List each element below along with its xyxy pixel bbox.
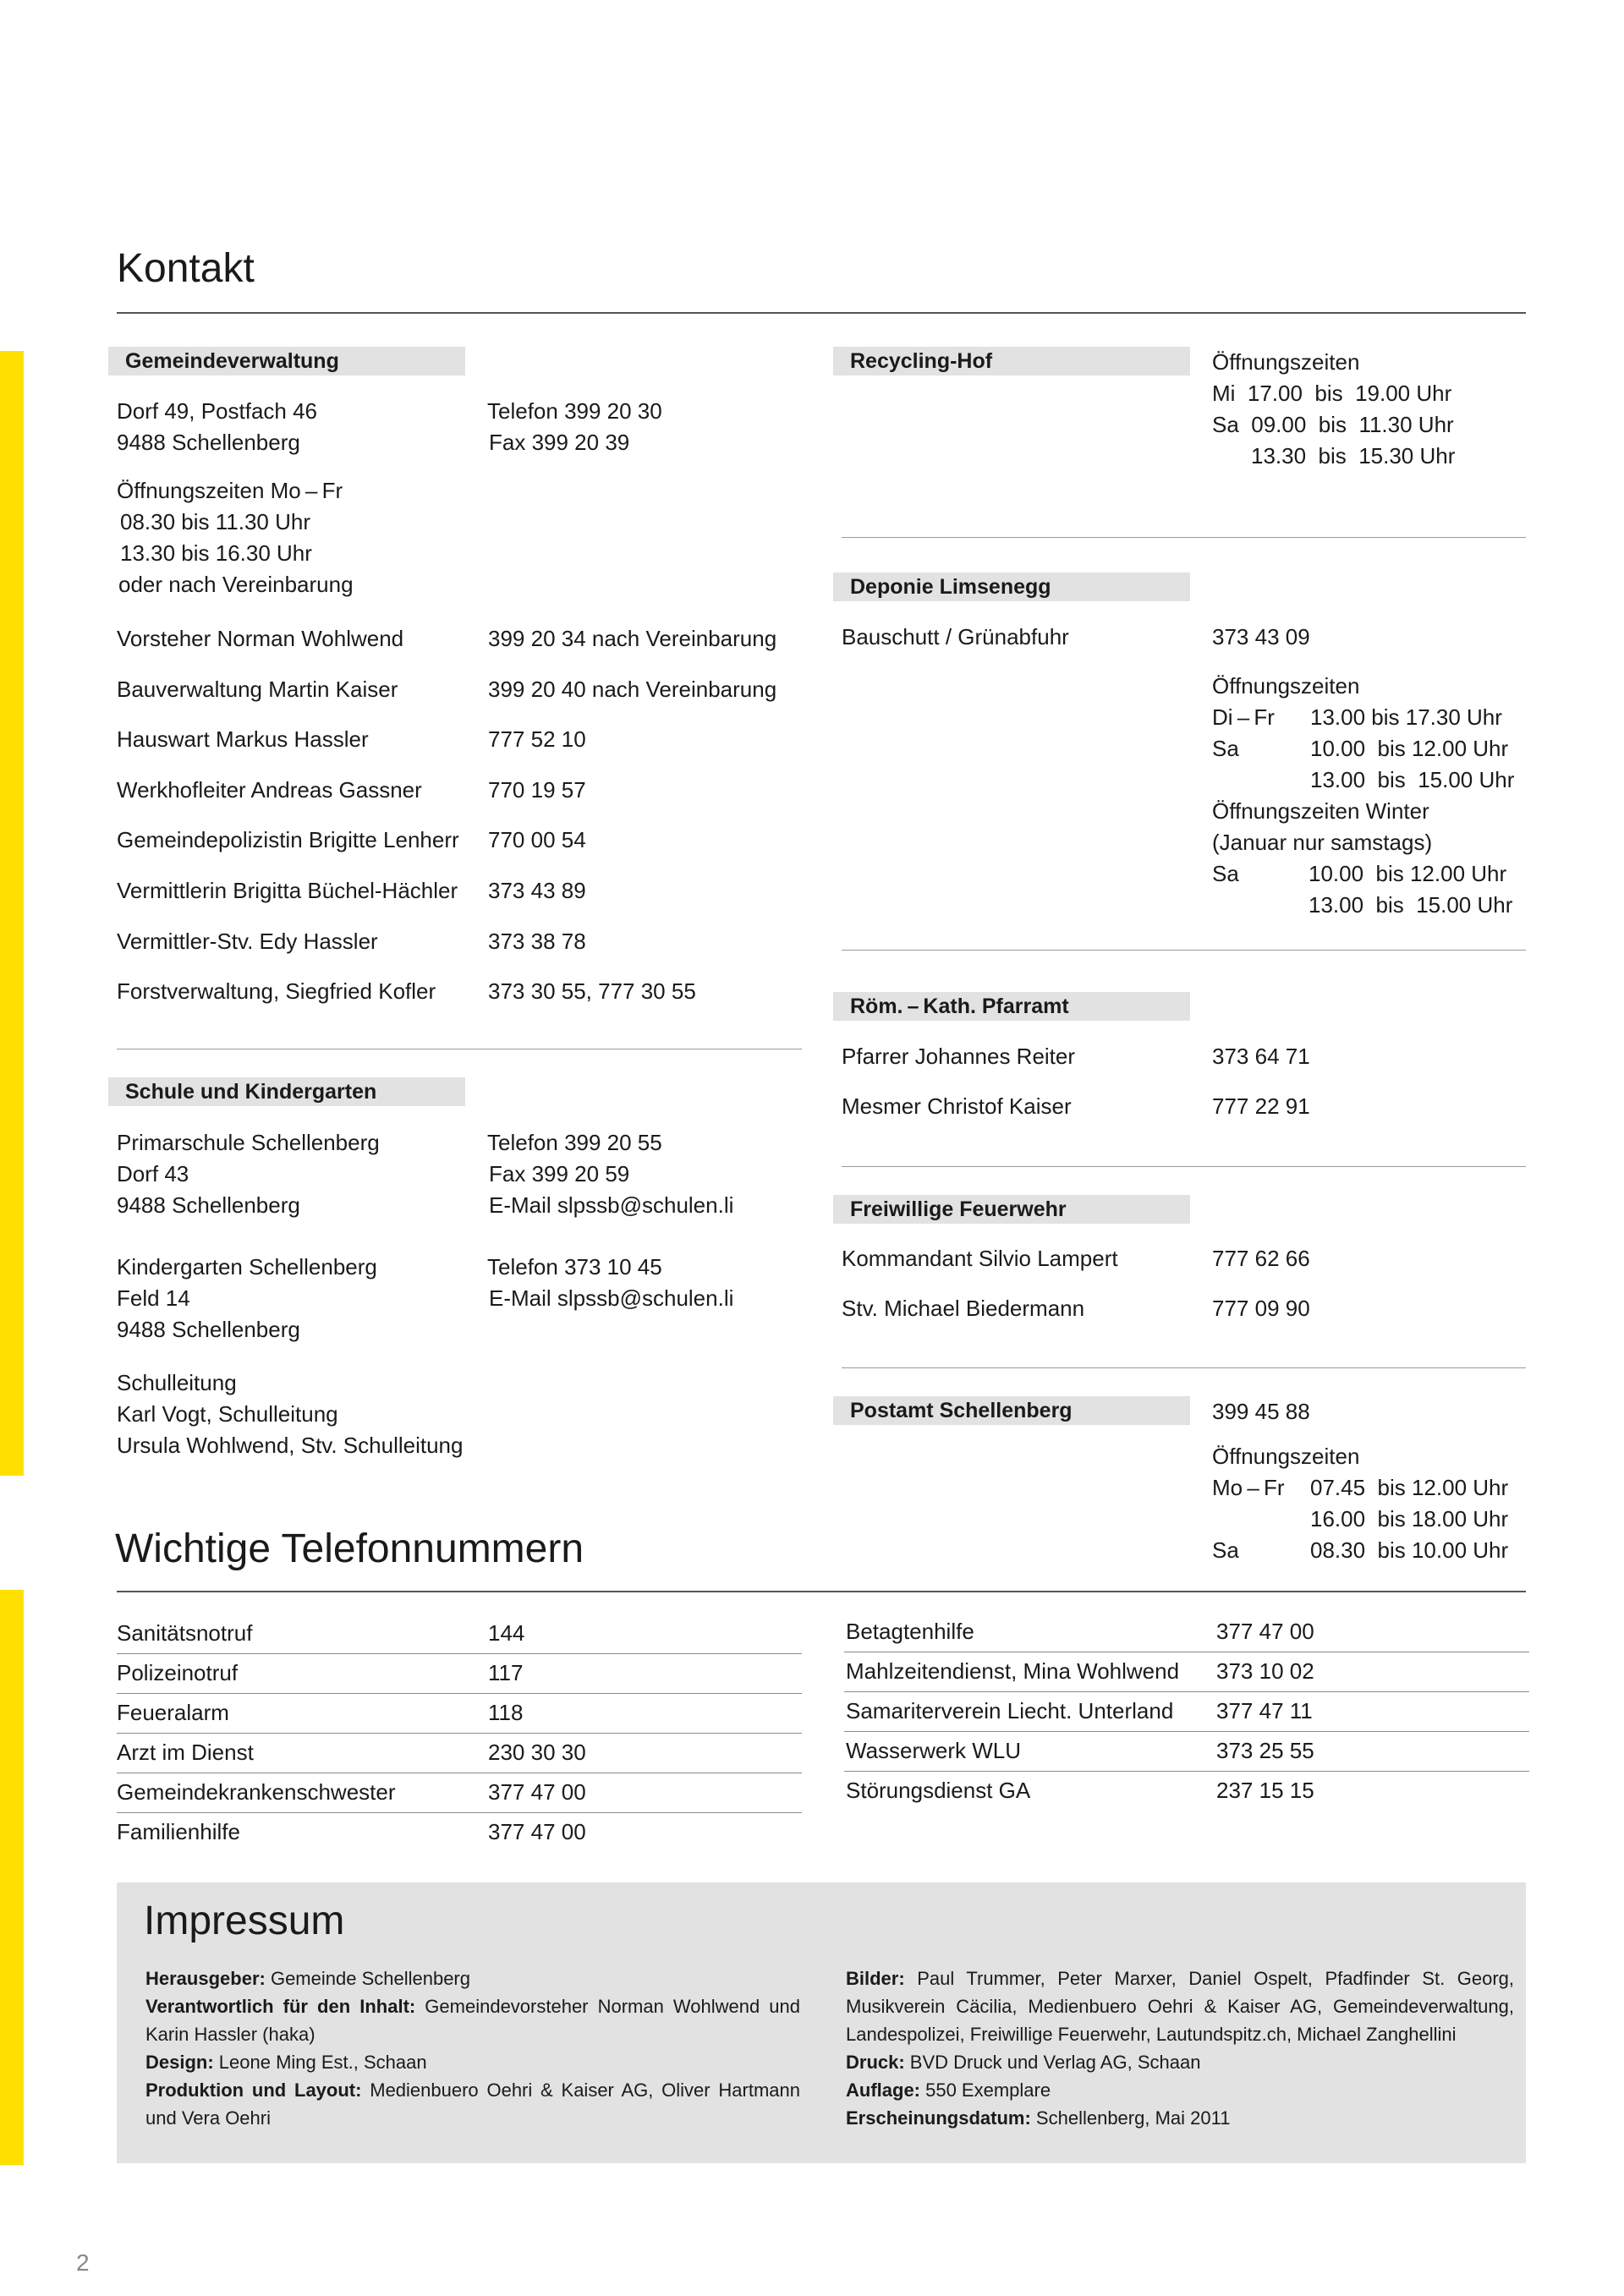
phone-name: Mahlzeitendienst, Mina Wohlwend <box>846 1658 1180 1684</box>
contact-name: Mesmer Christof Kaiser <box>842 1093 1072 1119</box>
divider-pfarramt <box>842 950 1526 951</box>
impressum-left <box>145 1964 800 2132</box>
phone-name: Gemeindekrankenschwester <box>117 1779 396 1805</box>
phone-name: Samariterverein Liecht. Unterland <box>846 1698 1174 1723</box>
hours-time: 08.30 bis 10.00 Uhr <box>1310 1537 1509 1563</box>
deponie-winter-label: Öffnungszeiten Winter <box>1212 798 1429 824</box>
impressum-text: Paul Trummer, Peter Marxer, Daniel Ospelt, Pfadfinder St. Georg, Musikverein Cäcilia, Medienbuero Oehri & Kaiser AG, Gemeindeverwaltung, Landespolizei, Freiwillige Feuerwehr, Lautundspitz.ch, Michael Zanghellini <box>846 1968 1514 2045</box>
contact-name: Hauswart Markus Hassler <box>117 726 369 753</box>
phone-number: 373 25 55 <box>1216 1738 1314 1763</box>
row-divider <box>117 1733 802 1734</box>
impressum-right <box>846 1964 1514 2132</box>
hours-day: Sa <box>1212 861 1239 886</box>
page-number: 2 <box>76 2249 90 2276</box>
impressum-entry <box>846 2076 1514 2104</box>
contact-number: 777 09 90 <box>1212 1296 1310 1321</box>
phone-number: 118 <box>488 1700 524 1725</box>
hours-time: 13.00 bis 15.00 Uhr <box>1309 892 1513 918</box>
contact-number: 373 30 55, 777 30 55 <box>488 978 696 1005</box>
deponie-label: Bauschutt / Grünabfuhr <box>842 624 1069 649</box>
phone-name: Betagtenhilfe <box>846 1619 974 1644</box>
deponie-hours-label: Öffnungszeiten <box>1212 673 1360 699</box>
impressum-title: Impressum <box>144 1899 345 1943</box>
row-divider <box>844 1771 1529 1772</box>
impressum-text: Leone Ming Est., Schaan <box>213 2052 427 2073</box>
gv-address: Dorf 49, Postfach 46 9488 Schellenberg <box>117 398 318 455</box>
section-heading-gemeindeverwaltung: Gemeindeverwaltung <box>108 347 465 375</box>
phone-number: 377 47 11 <box>1216 1698 1313 1723</box>
row-divider <box>844 1731 1529 1732</box>
phone-number: 117 <box>488 1660 524 1685</box>
phone-name: Familienhilfe <box>117 1819 240 1844</box>
impressum-text: BVD Druck und Verlag AG, Schaan <box>904 2052 1201 2073</box>
impressum-label: Auflage: <box>846 2080 920 2101</box>
hours-time: 07.45 bis 12.00 Uhr <box>1310 1475 1509 1500</box>
phone-number: 237 15 15 <box>1216 1778 1314 1803</box>
primarschule-address: Primarschule Schellenberg Dorf 43 9488 Schellenberg <box>117 1130 380 1218</box>
contact-name: Forstverwaltung, Siegfried Kofler <box>117 978 436 1005</box>
contact-number: 399 20 34 nach Vereinbarung <box>488 626 777 651</box>
impressum-entry <box>846 1964 1514 2048</box>
phone-name: Sanitätsnotruf <box>117 1620 253 1646</box>
section-heading-feuerwehr: Freiwillige Feuerwehr <box>833 1195 1190 1224</box>
impressum-label: Produktion und Layout: <box>145 2080 362 2101</box>
contact-name: Stv. Michael Biedermann <box>842 1296 1085 1321</box>
contact-name: Gemeindepolizistin Brigitte Lenherr <box>117 827 459 853</box>
phone-number: 377 47 00 <box>1216 1619 1314 1644</box>
contact-name: Werkhofleiter Andreas Gassner <box>117 776 422 803</box>
telefon-rule <box>117 1591 1526 1592</box>
contact-number: 777 62 66 <box>1212 1246 1310 1271</box>
impressum-label: Verantwortlich für den Inhalt: <box>145 1996 416 2017</box>
contact-name: Bauverwaltung Martin Kaiser <box>117 676 398 702</box>
contact-number: 373 43 89 <box>488 878 586 903</box>
impressum-text: 550 Exemplare <box>920 2080 1051 2101</box>
section-heading-schule: Schule und Kindergarten <box>108 1077 465 1106</box>
hours-time: 10.00 bis 12.00 Uhr <box>1309 861 1507 886</box>
hours-day: Sa <box>1212 736 1239 761</box>
impressum-label: Erscheinungsdatum: <box>846 2107 1031 2129</box>
kindergarten-address: Kindergarten Schellenberg Feld 14 9488 Schellenberg <box>117 1254 377 1342</box>
section-heading-pfarramt: Röm. – Kath. Pfarramt <box>833 992 1190 1021</box>
impressum-entry <box>846 2048 1514 2076</box>
impressum-label: Bilder: <box>846 1968 905 1989</box>
contact-name: Vermittler-Stv. Edy Hassler <box>117 928 378 954</box>
recycling-hours: Öffnungszeiten Mi 17.00 bis 19.00 Uhr Sa 09.00 bis 11.30 Uhr 13.30 bis 15.30 Uhr <box>1212 349 1456 469</box>
postamt-number: 399 45 88 <box>1212 1399 1310 1424</box>
contact-number: 770 19 57 <box>488 776 586 803</box>
impressum-text: Gemeindevorsteher Norman Wohlwend und Karin Hassler (haka) <box>145 1996 800 2045</box>
row-divider <box>117 1812 802 1813</box>
contact-number: 373 64 71 <box>1212 1044 1310 1069</box>
phone-number: 230 30 30 <box>488 1740 586 1765</box>
impressum-label: Druck: <box>846 2052 905 2073</box>
impressum-entry <box>145 2076 800 2132</box>
hours-time: 13.00 bis 15.00 Uhr <box>1310 767 1515 792</box>
hours-time: 10.00 bis 12.00 Uhr <box>1310 736 1509 761</box>
phone-name: Störungsdienst GA <box>846 1778 1031 1803</box>
contact-number: 777 52 10 <box>488 726 586 753</box>
hours-day: Mo – Fr <box>1212 1475 1285 1500</box>
kontakt-rule <box>117 312 1526 314</box>
phone-number: 377 47 00 <box>488 1779 586 1805</box>
impressum-entry <box>145 2048 800 2076</box>
contact-number: 777 22 91 <box>1212 1093 1310 1119</box>
gv-hours: Öffnungszeiten Mo – Fr 08.30 bis 11.30 Uhr 13.30 bis 16.30 Uhr oder nach Vereinbarung <box>117 478 354 597</box>
row-divider <box>117 1653 802 1654</box>
contact-number: 770 00 54 <box>488 827 586 853</box>
row-divider <box>844 1691 1529 1692</box>
contact-name: Vorsteher Norman Wohlwend <box>117 626 404 651</box>
divider-postamt <box>842 1367 1526 1368</box>
divider-feuerwehr <box>842 1166 1526 1167</box>
phone-name: Polizeinotruf <box>117 1660 239 1685</box>
phone-name: Feueralarm <box>117 1700 229 1725</box>
contact-number: 399 20 40 nach Vereinbarung <box>488 676 777 702</box>
deponie-number: 373 43 09 <box>1212 624 1310 649</box>
accent-bar-bottom <box>0 1590 24 2165</box>
divider-deponie <box>842 537 1526 538</box>
section-heading-recycling: Recycling-Hof <box>833 347 1190 375</box>
hours-day: Sa <box>1212 1537 1239 1563</box>
impressum-entry <box>145 1992 800 2048</box>
kontakt-title: Kontakt <box>117 246 255 291</box>
contact-name: Kommandant Silvio Lampert <box>842 1246 1118 1271</box>
phone-number: 144 <box>488 1620 525 1646</box>
impressum-entry <box>145 1964 800 1992</box>
impressum-text: Schellenberg, Mai 2011 <box>1030 2107 1231 2129</box>
postamt-hours-label: Öffnungszeiten <box>1212 1444 1360 1469</box>
kindergarten-contact: Telefon 373 10 45 E-Mail slpssb@schulen.li <box>487 1254 734 1311</box>
row-divider <box>117 1693 802 1694</box>
phone-name: Arzt im Dienst <box>117 1740 254 1765</box>
contact-name: Pfarrer Johannes Reiter <box>842 1044 1076 1069</box>
section-heading-deponie: Deponie Limsenegg <box>833 573 1190 601</box>
hours-time: 16.00 bis 18.00 Uhr <box>1310 1506 1509 1532</box>
phone-number: 377 47 00 <box>488 1819 586 1844</box>
phone-number: 373 10 02 <box>1216 1658 1314 1684</box>
telefon-title: Wichtige Telefonnummern <box>115 1526 584 1571</box>
impressum-entry <box>846 2104 1514 2132</box>
gv-phone: Telefon 399 20 30 Fax 399 20 39 <box>487 398 662 455</box>
hours-time: 13.00 bis 17.30 Uhr <box>1310 704 1502 730</box>
phone-name: Wasserwerk WLU <box>846 1738 1022 1763</box>
section-heading-postamt: Postamt Schellenberg <box>833 1396 1190 1425</box>
impressum-text: Medienbuero Oehri & Kaiser AG, Oliver Hartmann und Vera Oehri <box>145 2080 800 2129</box>
contact-number: 373 38 78 <box>488 928 586 954</box>
impressum-label: Design: <box>145 2052 214 2073</box>
impressum-text: Gemeinde Schellenberg <box>265 1968 470 1989</box>
primarschule-contact: Telefon 399 20 55 Fax 399 20 59 E-Mail slpssb@schulen.li <box>487 1130 734 1218</box>
hours-day: Di – Fr <box>1212 704 1275 730</box>
accent-bar-top <box>0 351 24 1476</box>
schulleitung: Schulleitung Karl Vogt, Schulleitung Ursula Wohlwend, Stv. Schulleitung <box>117 1370 464 1458</box>
deponie-winter-note: (Januar nur samstags) <box>1212 830 1433 855</box>
contact-name: Vermittlerin Brigitta Büchel-Hächler <box>117 878 458 903</box>
impressum-label: Herausgeber: <box>145 1968 266 1989</box>
